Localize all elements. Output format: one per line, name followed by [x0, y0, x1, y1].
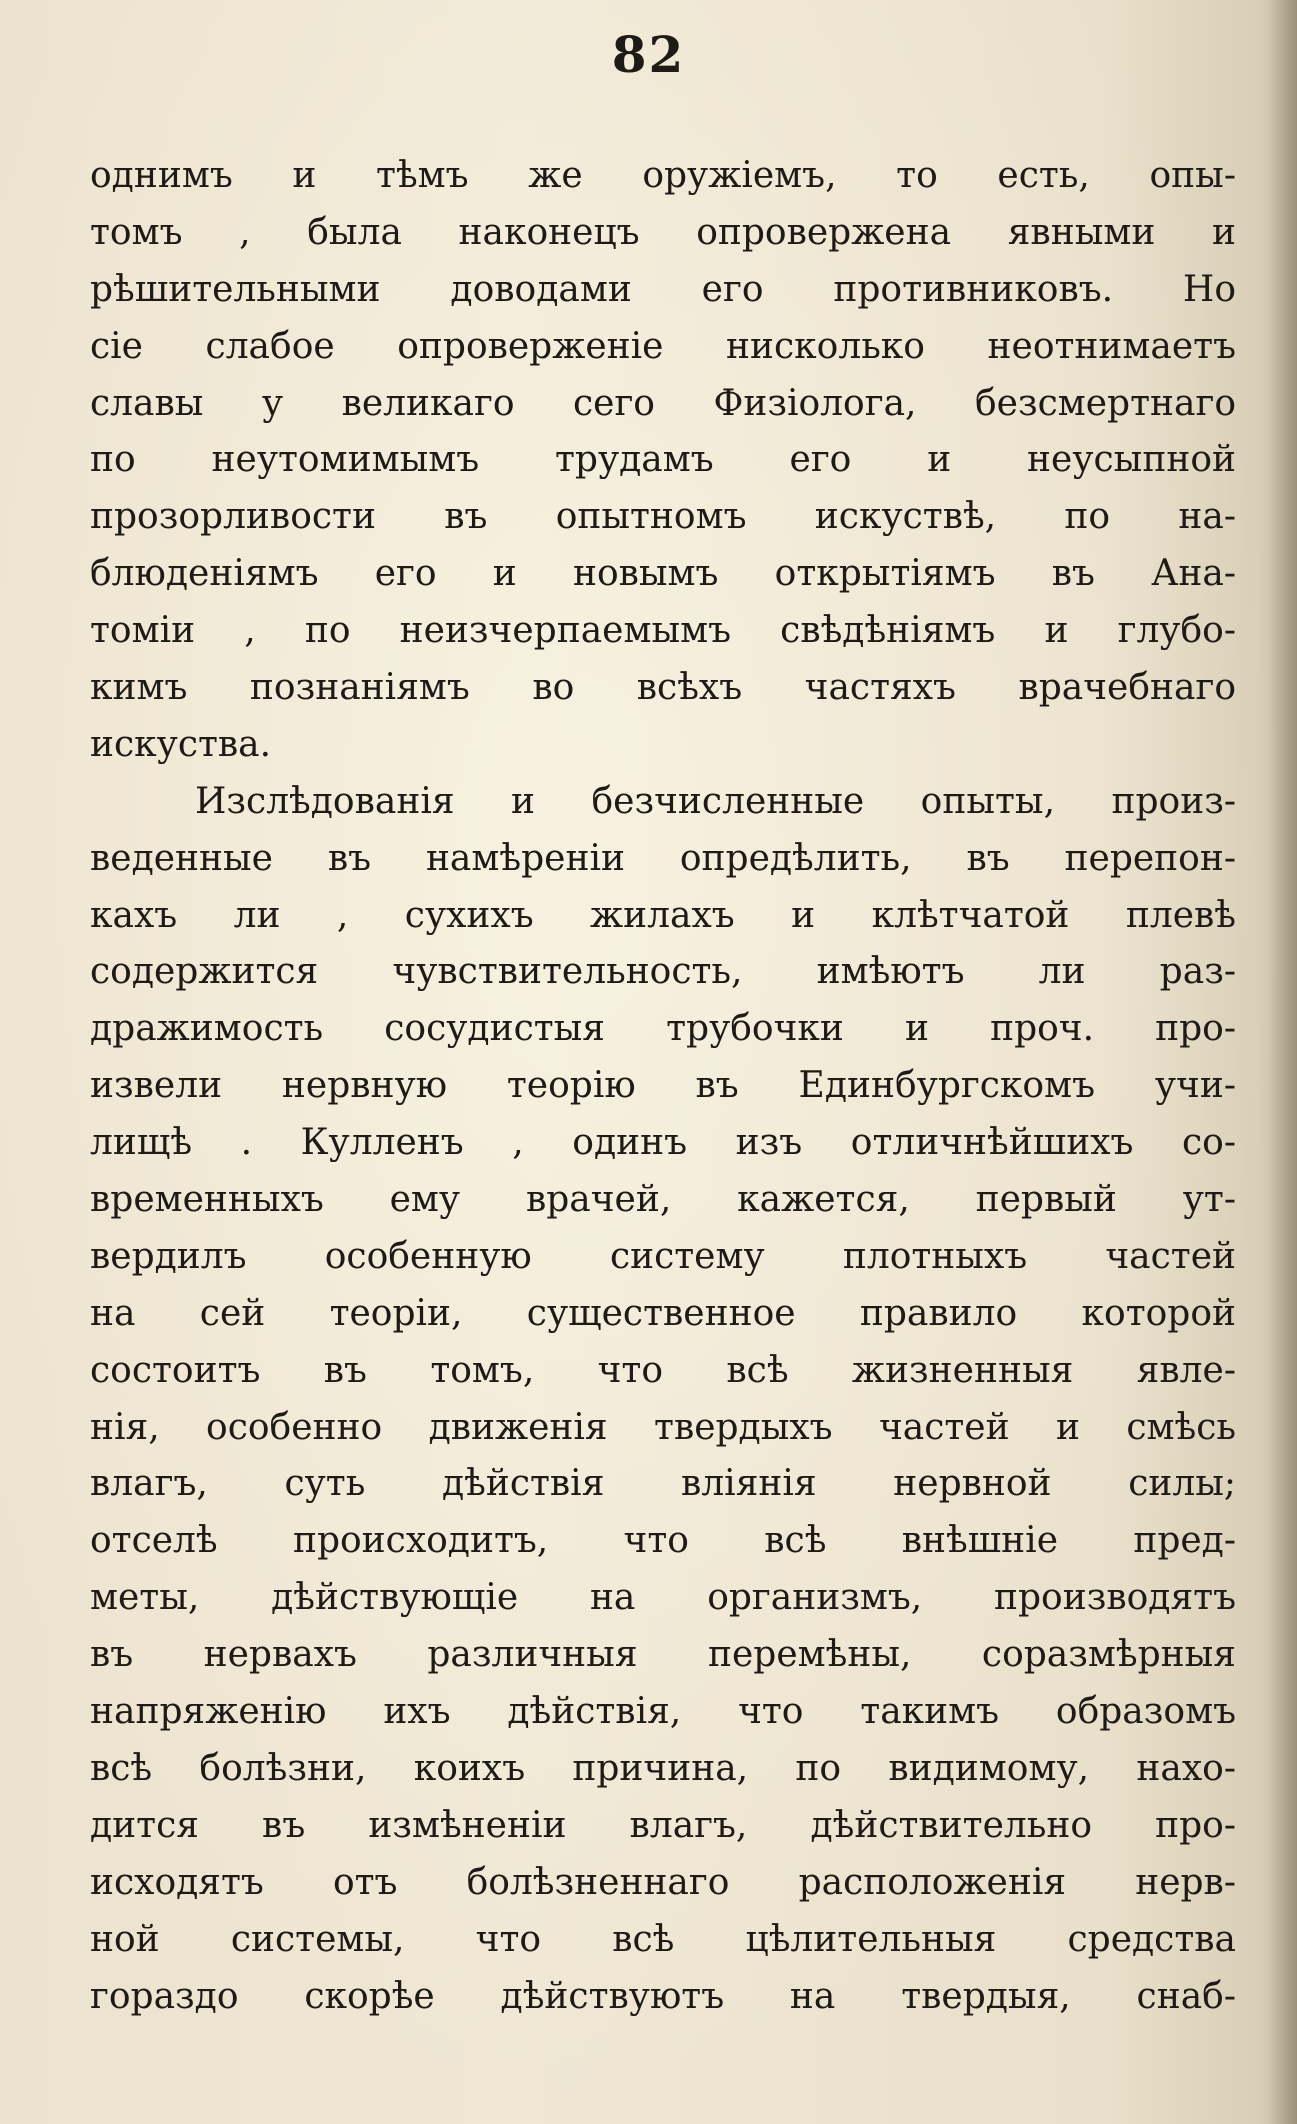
text-line: кахъ ли , сухихъ жилахъ и клѣтчатой плевѣ [90, 894, 1236, 936]
text-line: меты, дѣйствующіе на организмъ, производятъ [90, 1577, 1236, 1619]
text-line: однимъ и тѣмъ же оружіемъ, то есть, опы- [90, 155, 1236, 196]
text-line: напряженію ихъ дѣйствія, что такимъ образомъ [90, 1691, 1236, 1733]
text-line: рѣшительными доводами его противниковъ. Но [90, 268, 1236, 310]
text-line: на сей теоріи, существенное правило которой [90, 1292, 1236, 1334]
text-line: прозорливости въ опытномъ искуствѣ, по на- [90, 496, 1236, 538]
text-line: Изслѣдованія и безчисленные опыты, произ- [195, 780, 1236, 822]
page-number: 82 [611, 25, 686, 84]
text-line: по неутомимымъ трудамъ его и неусыпной [90, 439, 1236, 481]
text-line: славы у великаго сего Физіолога, безсмертнаго [90, 382, 1236, 424]
text-line: дражимость сосудистыя трубочки и проч. про- [90, 1008, 1236, 1050]
text-line: извели нервную теорію въ Единбургскомъ учи- [90, 1065, 1236, 1107]
text-line: всѣ болѣзни, коихъ причина, по видимому, нахо- [90, 1747, 1236, 1789]
text-line: вердилъ особенную систему плотныхъ частей [90, 1235, 1236, 1277]
text-line: состоитъ въ томъ, что всѣ жизненныя явле- [90, 1349, 1236, 1391]
text-line: гораздо скорѣе дѣйствуютъ на твердыя, снаб- [90, 1975, 1236, 2017]
text-line: исходятъ отъ болѣзненнаго расположенія нерв- [90, 1861, 1236, 1903]
body-text [90, 148, 1236, 2025]
text-line: томъ , была наконецъ опровержена явными и [90, 211, 1236, 253]
text-line: сіе слабое опроверженіе нисколько неотнимаетъ [90, 325, 1236, 367]
text-line: въ нервахъ различныя перемѣны, соразмѣрныя [90, 1634, 1236, 1676]
text-line: веденные въ намѣреніи опредѣлить, въ перепон- [90, 837, 1236, 879]
text-line: отселѣ происходитъ, что всѣ внѣшніе пред- [90, 1520, 1236, 1562]
text-line: кимъ познаніямъ во всѣхъ частяхъ врачебнаго [90, 667, 1236, 709]
text-line: ной системы, что всѣ цѣлительныя средства [90, 1918, 1236, 1960]
page-edge-shadow [1269, 0, 1297, 2124]
text-line: лищѣ . Кулленъ , одинъ изъ отличнѣйшихъ со- [90, 1122, 1236, 1164]
text-line: содержится чувствительность, имѣютъ ли раз- [90, 951, 1236, 993]
text-line: влагъ, суть дѣйствія вліянія нервной силы; [90, 1463, 1236, 1505]
text-line: временныхъ ему врачей, кажется, первый ут- [90, 1179, 1236, 1221]
text-line: блюденіямъ его и новымъ открытіямъ въ Ана- [90, 553, 1236, 595]
text-line: нія, особенно движенія твердыхъ частей и смѣсь [90, 1406, 1236, 1448]
text-line: дится въ измѣненіи влагъ, дѣйствительно про- [90, 1804, 1236, 1846]
text-line: искуства. [90, 723, 272, 765]
text-line: томіи , по неизчерпаемымъ свѣдѣніямъ и глубо- [90, 610, 1236, 652]
